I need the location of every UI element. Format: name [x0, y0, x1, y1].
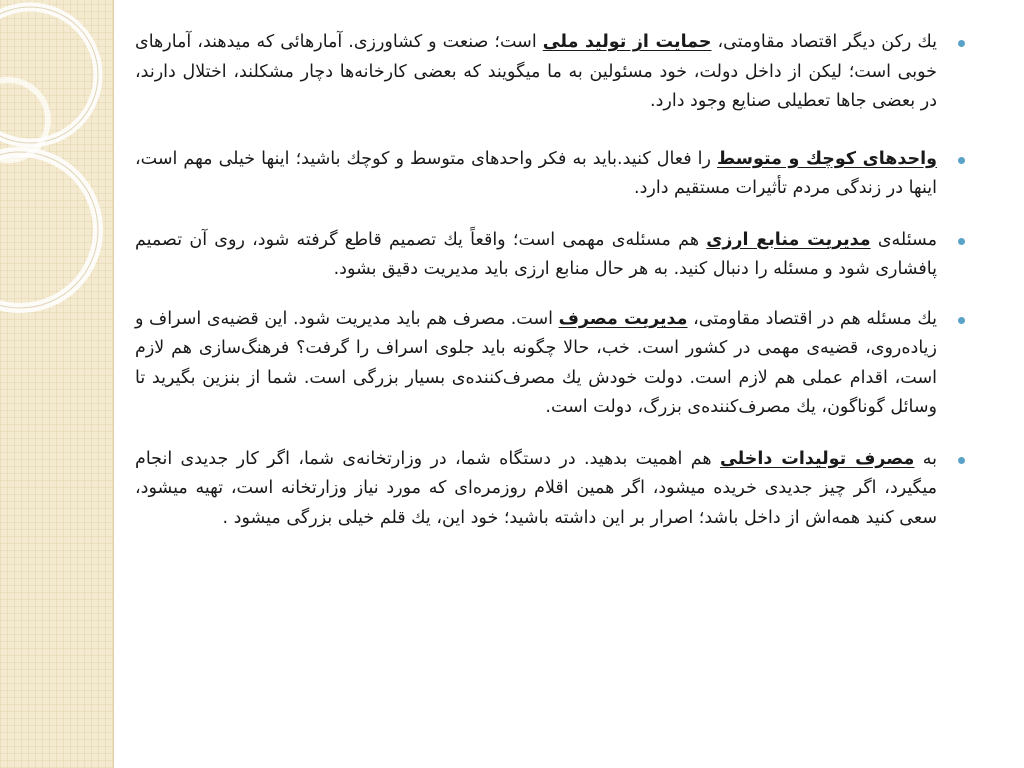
bullet-icon	[958, 157, 965, 164]
bullet-item	[135, 226, 965, 285]
keyword-highlight: واحدهاى كوچك و متوسط	[717, 148, 937, 169]
paragraph-text: به	[914, 448, 937, 469]
decorative-circles	[0, 0, 113, 768]
bullet-icon	[958, 40, 965, 47]
bullet-item	[135, 28, 965, 117]
keyword-highlight: مديريت مصرف	[558, 308, 688, 329]
paragraph-text: است؛ صنعت و كشاورزى. آمارهائى كه ميدهند، آمارهاى خوبى است؛ ليكن از داخل دولت، خود مسئولين به ما ميگويند كه بعضى كارخانه‌ها دچار مشكلند، اختلال دارند، در بعضى جاها تعطيلى صنايع وجود دارد.	[135, 32, 937, 111]
paragraph-text: هم اهميت بدهيد. در دستگاه شما، در وزارتخانه‌ى شما، اگر كار جديدى انجام ميگيرد، اگر چيز جديدى خريده ميشود، اگر همين اقلام روزمره‌اى كه مورد نياز وزارتخانه است، تهيه ميشود، سعى كنيد همه‌اش از داخل باشد؛ اصرار بر اين داشته باشيد؛ خود اين، يك قلم خيلى بزرگى ميشود .	[135, 448, 937, 528]
paragraph-text: است. مصرف هم بايد مديريت شود. اين قضيه‌ى اسراف و زياده‌روى، قضيه‌ى مهمى در كشور است. خب، حالا چگونه بايد جلوى اسراف را گرفت؟ فرهنگ‌سازى هم لازم است، اقدام عملى هم لازم است. دولت خودش يك مصرف‌كننده‌ى بسيار بزرگى است. شما از بنزين بگيريد تا وسائل گوناگون، يك مصرف‌كننده‌ى بزرگ، دولت است.	[135, 308, 937, 417]
paragraph-text: يك مسئله هم در اقتصاد مقاومتى،	[687, 308, 938, 329]
bullet-item	[135, 305, 965, 423]
decorative-side-band	[0, 0, 114, 768]
keyword-highlight: مديريت منابع ارزى	[706, 229, 871, 250]
paragraph-text: را فعال كنيد.بايد به فكر واحدهاى متوسط و كوچك باشيد؛ اينها خيلى مهم است، اينها در زندگى مردم تأثيرات مستقيم دارد.	[135, 148, 937, 198]
paragraph-text: مسئله‌ى	[870, 229, 937, 250]
bullet-icon	[958, 317, 965, 324]
bullet-icon	[958, 238, 965, 245]
bullet-icon	[958, 457, 965, 464]
bullet-item	[135, 145, 965, 204]
slide-body	[135, 28, 965, 561]
keyword-highlight: حمايت از توليد ملى	[542, 32, 712, 52]
paragraph-text: هم مسئله‌ى مهمى است؛ واقعاً يك تصميم قاطع گرفته شود، روى آن تصميم پافشارى شود و مسئله را دنبال كنيد. به هر حال منابع ارزى بايد مديريت دقيق بشود.	[135, 229, 937, 279]
paragraph-text: يك ركن ديگر اقتصاد مقاومتى،	[711, 32, 937, 52]
keyword-highlight: مصرف توليدات داخلى	[719, 448, 915, 469]
bullet-item	[135, 445, 965, 534]
